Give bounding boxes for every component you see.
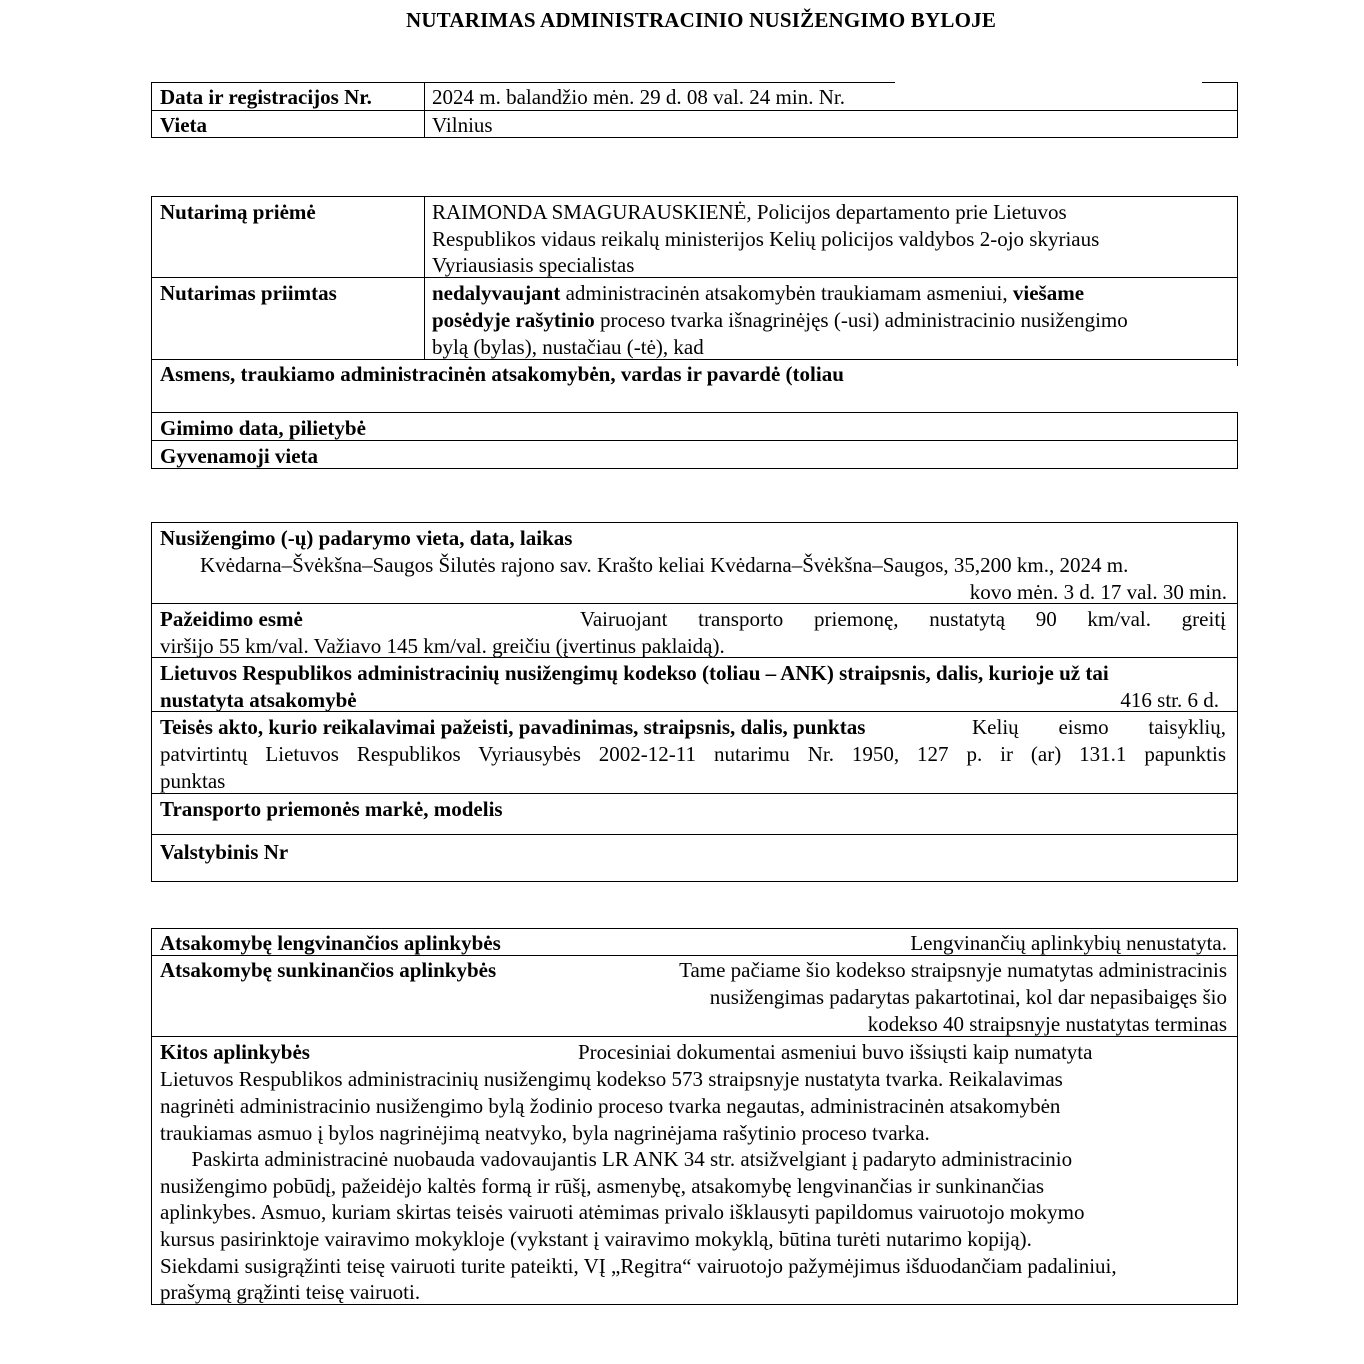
aggravating-line: Tame pačiame šio kodekso straipsnyje numatytas administracinis: [679, 958, 1227, 982]
other-line: traukiamas asmuo į bylos nagrinėjimą neatvyko, byla nagrinėjama rašytinio proceso tvarka.: [160, 1121, 930, 1145]
adopted-label: Nutarimas priimtas: [160, 281, 337, 305]
aggravating-label: Atsakomybę sunkinančios aplinkybės: [160, 958, 497, 982]
adopted-text-line-1: [432, 281, 1084, 306]
date-value: 2024 m. balandžio mėn. 29 d. 08 val. 24 min. Nr.: [432, 85, 845, 109]
offence-place-line: kovo mėn. 3 d. 17 val. 30 min.: [969, 580, 1227, 604]
document-title: NUTARIMAS ADMINISTRACINIO NUSIŽENGIMO BYLOJE: [405, 8, 997, 32]
other-line: aplinkybes. Asmuo, kuriam skirtas teisės vairuoti atėmimas privalo išklausyti papildomus vairuotojo mokymo: [160, 1200, 1085, 1224]
plate-label: Valstybinis Nr: [160, 840, 289, 864]
other-line: prašymą grąžinti teisę vairuoti.: [160, 1280, 421, 1304]
residence-label: Gyvenamoji vieta: [160, 444, 319, 468]
other-line: Paskirta administracinė nuobauda vadovaujantis LR ANK 34 str. atsižvelgiant į padaryto administracinio: [160, 1147, 1073, 1171]
other-line: Lietuvos Respublikos administracinių nusižengimų kodekso 573 straipsnyje nustatyta tvarka. Reikalavimas: [160, 1067, 1063, 1091]
ank-label: Lietuvos Respublikos administracinių nusižengimų kodekso (toliau – ANK) straipsnis, dalis, kurioje už tai: [160, 661, 1109, 685]
place-value: Vilnius: [432, 113, 493, 137]
person-name-label: Asmens, traukiamo administracinėn atsakomybėn, vardas ir pavardė (toliau: [160, 362, 844, 386]
aggravating-line: nusižengimas padarytas pakartotinai, kol dar nepasibaigęs šio: [709, 985, 1227, 1009]
law-line: patvirtintų Lietuvos Respublikos Vyriausybės 2002-12-11 nutarimu Nr. 1950, 127 p. ir (ar) 131.1 papunktis: [160, 742, 1226, 766]
date-label: Data ir registracijos Nr.: [160, 85, 372, 109]
other-line: nusižengimo pobūdį, pažeidėjo kaltės formą ir rūšį, asmenybę, atsakomybę lengvinančias ir sunkinančias: [160, 1174, 1045, 1198]
other-label: Kitos aplinkybės: [160, 1040, 310, 1064]
place-label: Vieta: [160, 113, 208, 137]
mitigating-value: Lengvinančių aplinkybių nenustatyta.: [910, 931, 1227, 955]
adopted-bold: viešame: [1012, 281, 1085, 305]
adopted-text: proceso tvarka išnagrinėjęs (-usi) administracinio nusižengimo: [594, 308, 1128, 332]
adopted-by-line: RAIMONDA SMAGURAUSKIENĖ, Policijos departamento prie Lietuvos: [432, 200, 1067, 224]
adopted-by-line: Vyriausiasis specialistas: [432, 253, 635, 277]
adopted-by-line: Respublikos vidaus reikalų ministerijos Kelių policijos valdybos 2-ojo skyriaus: [432, 227, 1100, 251]
mitigating-label: Atsakomybę lengvinančios aplinkybės: [160, 931, 501, 955]
ank-label: nustatyta atsakomybė: [160, 688, 357, 712]
other-line: nagrinėti administracinio nusižengimo bylą žodinio proceso tvarka negautas, administracinėn atsakomybėn: [160, 1094, 1061, 1118]
other-line: Procesiniai dokumentai asmeniui buvo išsiųsti kaip numatyta: [578, 1040, 1093, 1064]
essence-line: Vairuojant transporto priemonę, nustatytą 90 km/val. greitį: [580, 607, 1226, 631]
vehicle-label: Transporto priemonės markė, modelis: [160, 797, 503, 821]
adopted-bold: posėdyje rašytinio: [432, 308, 595, 332]
adopted-bold: nedalyvaujant: [432, 281, 561, 305]
essence-line: viršijo 55 km/val. Važiavo 145 km/val. greičiu (įvertinus paklaidą).: [160, 634, 725, 658]
adopted-text: administracinėn atsakomybėn traukiamam asmeniui,: [560, 281, 1013, 305]
other-line: kursus pasirinktoje vairavimo mokykloje (vykstant į vairavimo mokyklą, būtina turėti nutarimo kopiją).: [160, 1227, 1032, 1251]
ank-article-value: 416 str. 6 d.: [1120, 688, 1219, 712]
essence-label: Pažeidimo esmė: [160, 607, 303, 631]
adopted-by-label: Nutarimą priėmė: [160, 200, 316, 224]
birth-label: Gimimo data, pilietybė: [160, 416, 366, 440]
law-line: Kelių eismo taisyklių,: [972, 715, 1226, 739]
aggravating-line: kodekso 40 straipsnyje nustatytas terminas: [867, 1012, 1227, 1036]
other-line: Siekdami susigrąžinti teisę vairuoti turite pateikti, VĮ „Regitra“ vairuotojo pažymėjimus išduodančiam padaliniui,: [160, 1254, 1117, 1278]
offence-place-line: Kvėdarna–Švėkšna–Saugos Šilutės rajono sav. Krašto keliai Kvėdarna–Švėkšna–Saugos, 35,200 km., 2024 m.: [200, 553, 1129, 577]
law-label: Teisės akto, kurio reikalavimai pažeisti, pavadinimas, straipsnis, dalis, punktas: [160, 715, 866, 739]
adopted-text-line-2: [432, 308, 1128, 333]
law-line: punktas: [160, 769, 226, 793]
offence-place-label: Nusižengimo (-ų) padarymo vieta, data, laikas: [160, 526, 573, 550]
adopted-text-line-3: bylą (bylas), nustačiau (-tė), kad: [432, 335, 704, 359]
